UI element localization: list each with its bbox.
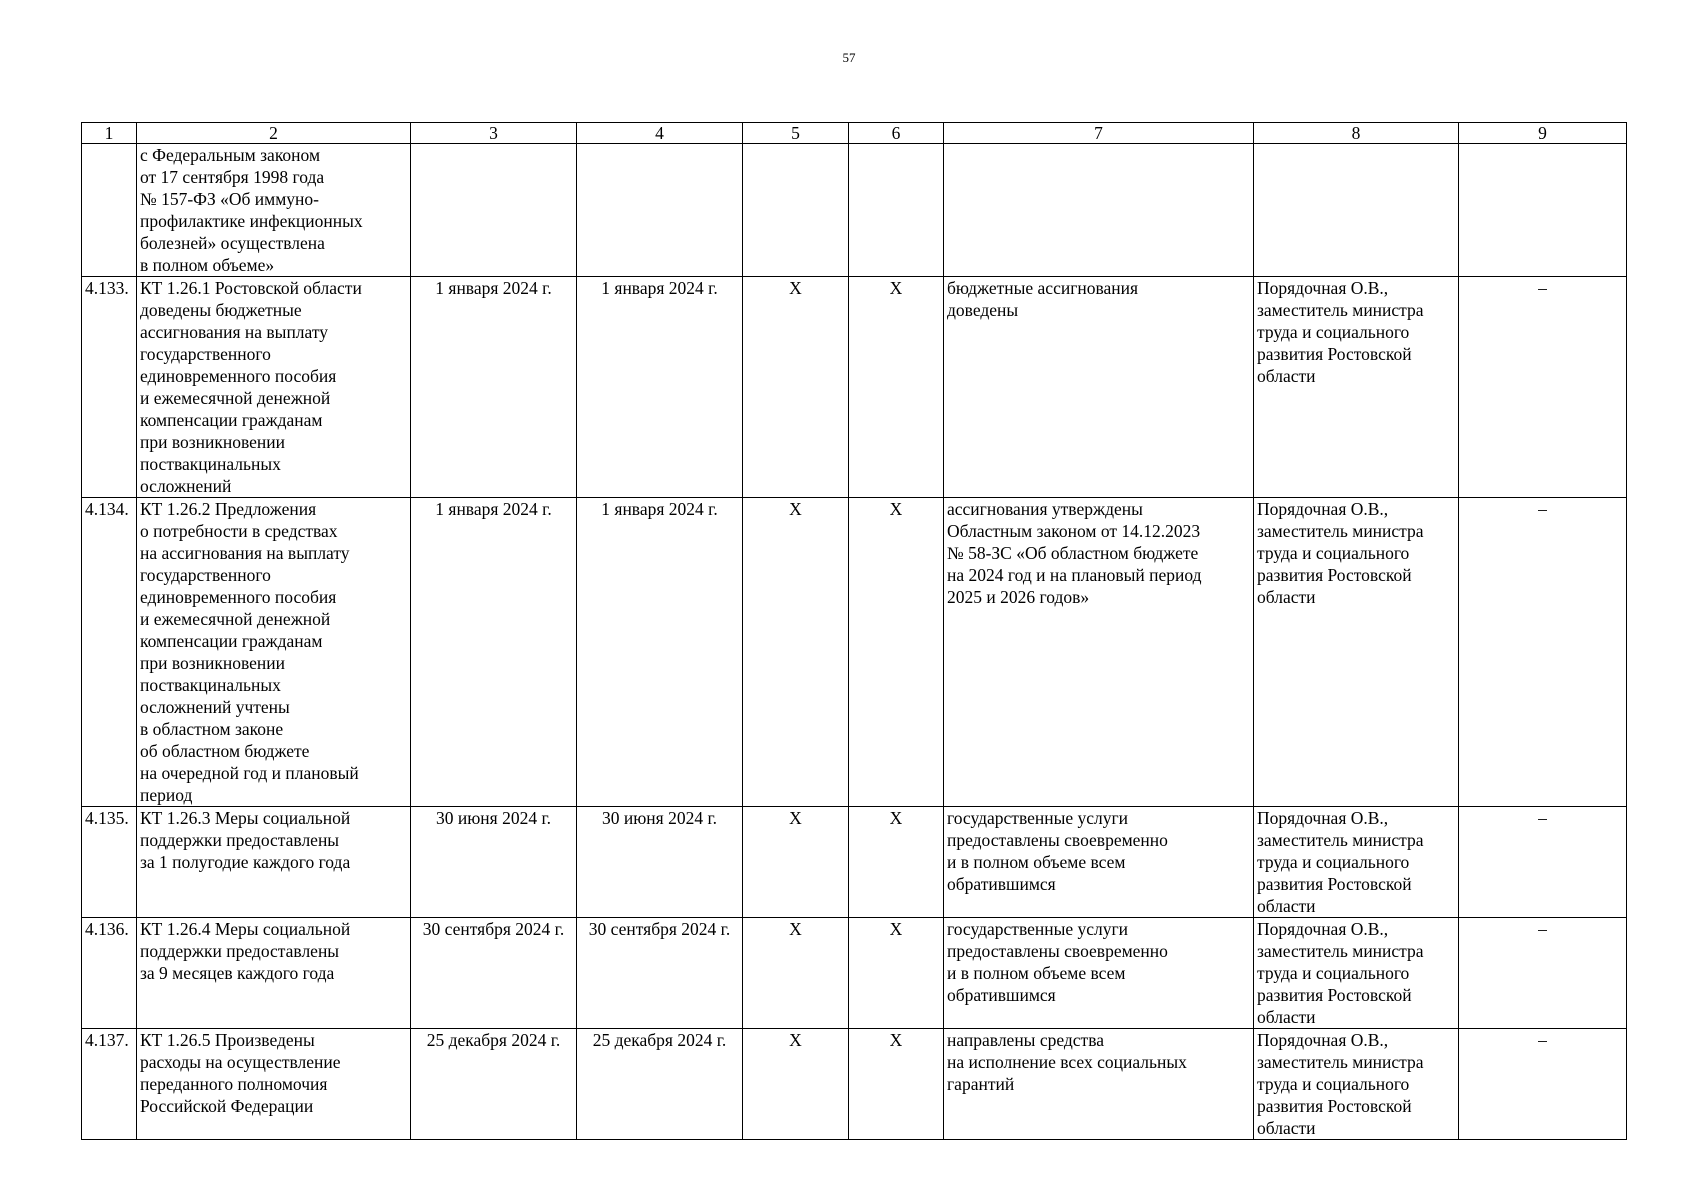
responsible-person-line: труда и социального	[1257, 852, 1410, 872]
column-9-value: –	[1459, 807, 1627, 918]
event-name	[137, 498, 411, 807]
responsible-person-line: Порядочная О.В.,	[1257, 808, 1389, 828]
event-name-line: при возникновении	[140, 432, 286, 452]
event-name-line: государственного	[140, 565, 271, 585]
column-header: 5	[743, 123, 849, 144]
column-header: 1	[82, 123, 137, 144]
event-name-line: переданного полномочия	[140, 1074, 328, 1094]
event-name-line: на ассигнования на выплату	[140, 543, 350, 563]
responsible-person-line: заместитель министра	[1257, 941, 1424, 961]
responsible-person-line: области	[1257, 1118, 1316, 1138]
responsible-person-line: Порядочная О.В.,	[1257, 278, 1389, 298]
event-name-line: период	[140, 785, 193, 805]
result-description-line: на исполнение всех социальных	[947, 1052, 1187, 1072]
column-6-value: X	[849, 807, 944, 918]
responsible-person-line: труда и социального	[1257, 1074, 1410, 1094]
event-name	[137, 807, 411, 918]
result-description	[944, 1029, 1254, 1140]
event-name-line: осложнений учтены	[140, 697, 290, 717]
end-date: 1 января 2024 г.	[577, 498, 743, 807]
result-description-line: Областным законом от 14.12.2023	[947, 521, 1201, 541]
result-description-line: предоставлены своевременно	[947, 830, 1168, 850]
event-name-line: КТ 1.26.3 Меры социальной	[140, 808, 351, 828]
event-name-line: расходы на осуществление	[140, 1052, 341, 1072]
responsible-person-line: заместитель министра	[1257, 1052, 1424, 1072]
responsible-person-line: заместитель министра	[1257, 300, 1424, 320]
result-description-line: на 2024 год и на плановый период	[947, 565, 1202, 585]
responsible-person-line: заместитель министра	[1257, 521, 1424, 541]
column-header: 6	[849, 123, 944, 144]
event-name	[137, 1029, 411, 1140]
event-name-line: КТ 1.26.1 Ростовской области	[140, 278, 362, 298]
row-number: 4.135.	[82, 807, 137, 918]
responsible-person	[1254, 807, 1459, 918]
responsible-person-line: Порядочная О.В.,	[1257, 499, 1389, 519]
responsible-person-line: Порядочная О.В.,	[1257, 919, 1389, 939]
table-row	[82, 144, 1627, 277]
result-description	[944, 807, 1254, 918]
event-name-line: об областном бюджете	[140, 741, 310, 761]
column-6-value: X	[849, 277, 944, 498]
event-name-line: и ежемесячной денежной	[140, 609, 331, 629]
header-row	[82, 123, 1627, 144]
responsible-person-line: заместитель министра	[1257, 830, 1424, 850]
responsible-person-line: труда и социального	[1257, 963, 1410, 983]
responsible-person	[1254, 1029, 1459, 1140]
column-6-value: X	[849, 1029, 944, 1140]
responsible-person	[1254, 498, 1459, 807]
event-name-line: на очередной год и плановый	[140, 763, 359, 783]
column-header: 4	[577, 123, 743, 144]
end-date: 30 июня 2024 г.	[577, 807, 743, 918]
column-6-value: X	[849, 918, 944, 1029]
event-name-line: единовременного пособия	[140, 587, 337, 607]
column-5-value: X	[743, 277, 849, 498]
column-9-value: –	[1459, 498, 1627, 807]
responsible-person-line: труда и социального	[1257, 543, 1410, 563]
responsible-person	[1254, 277, 1459, 498]
table-row	[82, 918, 1627, 1029]
column-5-value: X	[743, 918, 849, 1029]
event-name-line: болезней» осуществлена	[140, 233, 325, 253]
result-description-line: гарантий	[947, 1074, 1015, 1094]
column-header: 8	[1254, 123, 1459, 144]
column-5-value: X	[743, 498, 849, 807]
event-name-line: за 9 месяцев каждого года	[140, 963, 335, 983]
event-name-line: единовременного пособия	[140, 366, 337, 386]
result-description-line: и в полном объеме всем	[947, 963, 1126, 983]
column-5-value	[743, 144, 849, 277]
start-date: 25 декабря 2024 г.	[411, 1029, 577, 1140]
row-number: 4.134.	[82, 498, 137, 807]
column-9-value	[1459, 144, 1627, 277]
event-name-line: ассигнования на выплату	[140, 322, 329, 342]
column-header: 2	[137, 123, 411, 144]
event-name-line: № 157-ФЗ «Об иммуно-	[140, 189, 319, 209]
result-description	[944, 144, 1254, 277]
row-number	[82, 144, 137, 277]
start-date: 1 января 2024 г.	[411, 498, 577, 807]
result-description-line: обратившимся	[947, 985, 1056, 1005]
result-description-line: государственные услуги	[947, 919, 1129, 939]
event-name-line: от 17 сентября 1998 года	[140, 167, 325, 187]
event-name-line: в областном законе	[140, 719, 284, 739]
event-name-line: при возникновении	[140, 653, 286, 673]
event-name	[137, 277, 411, 498]
row-number: 4.133.	[82, 277, 137, 498]
event-name-line: КТ 1.26.5 Произведены	[140, 1030, 315, 1050]
page-number: 57	[842, 50, 856, 65]
result-description-line: и в полном объеме всем	[947, 852, 1126, 872]
responsible-person-line: труда и социального	[1257, 322, 1410, 342]
start-date: 30 сентября 2024 г.	[411, 918, 577, 1029]
event-name-line: осложнений	[140, 476, 232, 496]
event-name-line: в полном объеме»	[140, 255, 275, 275]
event-name-line: профилактике инфекционных	[140, 211, 363, 231]
result-description	[944, 277, 1254, 498]
result-description-line: государственные услуги	[947, 808, 1129, 828]
event-name-line: компенсации гражданам	[140, 631, 323, 651]
end-date: 30 сентября 2024 г.	[577, 918, 743, 1029]
column-9-value: –	[1459, 277, 1627, 498]
table-row	[82, 498, 1627, 807]
event-name-line: поддержки предоставлены	[140, 830, 340, 850]
plan-table	[81, 122, 1627, 1140]
event-name-line: доведены бюджетные	[140, 300, 302, 320]
event-name-line: за 1 полугодие каждого года	[140, 852, 351, 872]
column-6-value	[849, 144, 944, 277]
responsible-person-line: области	[1257, 896, 1316, 916]
event-name-line: КТ 1.26.2 Предложения	[140, 499, 317, 519]
start-date: 1 января 2024 г.	[411, 277, 577, 498]
column-5-value: X	[743, 1029, 849, 1140]
start-date: 30 июня 2024 г.	[411, 807, 577, 918]
event-name-line: поствакцинальных	[140, 454, 281, 474]
event-name-line: поддержки предоставлены	[140, 941, 340, 961]
result-description-line: бюджетные ассигнования	[947, 278, 1139, 298]
result-description-line: 2025 и 2026 годов»	[947, 587, 1090, 607]
result-description-line: обратившимся	[947, 874, 1056, 894]
result-description-line: предоставлены своевременно	[947, 941, 1168, 961]
responsible-person-line: области	[1257, 587, 1316, 607]
event-name-line: с Федеральным законом	[140, 145, 321, 165]
column-header: 3	[411, 123, 577, 144]
event-name	[137, 144, 411, 277]
result-description-line: направлены средства	[947, 1030, 1104, 1050]
result-description-line: № 58-ЗС «Об областном бюджете	[947, 543, 1199, 563]
end-date: 25 декабря 2024 г.	[577, 1029, 743, 1140]
event-name-line: поствакцинальных	[140, 675, 281, 695]
event-name-line: о потребности в средствах	[140, 521, 338, 541]
event-name-line: Российской Федерации	[140, 1096, 314, 1116]
responsible-person-line: области	[1257, 1007, 1316, 1027]
row-number: 4.137.	[82, 1029, 137, 1140]
responsible-person-line: развития Ростовской	[1257, 565, 1412, 585]
responsible-person-line: Порядочная О.В.,	[1257, 1030, 1389, 1050]
event-name-line: компенсации гражданам	[140, 410, 323, 430]
row-number: 4.136.	[82, 918, 137, 1029]
result-description-line: ассигнования утверждены	[947, 499, 1143, 519]
responsible-person-line: развития Ростовской	[1257, 874, 1412, 894]
result-description-line: доведены	[947, 300, 1019, 320]
responsible-person-line: развития Ростовской	[1257, 985, 1412, 1005]
responsible-person	[1254, 918, 1459, 1029]
event-name-line: государственного	[140, 344, 271, 364]
column-9-value: –	[1459, 918, 1627, 1029]
event-name-line: КТ 1.26.4 Меры социальной	[140, 919, 351, 939]
responsible-person-line: развития Ростовской	[1257, 1096, 1412, 1116]
column-5-value: X	[743, 807, 849, 918]
event-name-line: и ежемесячной денежной	[140, 388, 331, 408]
result-description	[944, 498, 1254, 807]
end-date: 1 января 2024 г.	[577, 277, 743, 498]
column-9-value: –	[1459, 1029, 1627, 1140]
table-row	[82, 807, 1627, 918]
event-name	[137, 918, 411, 1029]
result-description	[944, 918, 1254, 1029]
responsible-person	[1254, 144, 1459, 277]
table-row	[82, 1029, 1627, 1140]
column-header: 9	[1459, 123, 1627, 144]
column-header: 7	[944, 123, 1254, 144]
responsible-person-line: развития Ростовской	[1257, 344, 1412, 364]
start-date	[411, 144, 577, 277]
responsible-person-line: области	[1257, 366, 1316, 386]
column-6-value: X	[849, 498, 944, 807]
table-row	[82, 277, 1627, 498]
end-date	[577, 144, 743, 277]
